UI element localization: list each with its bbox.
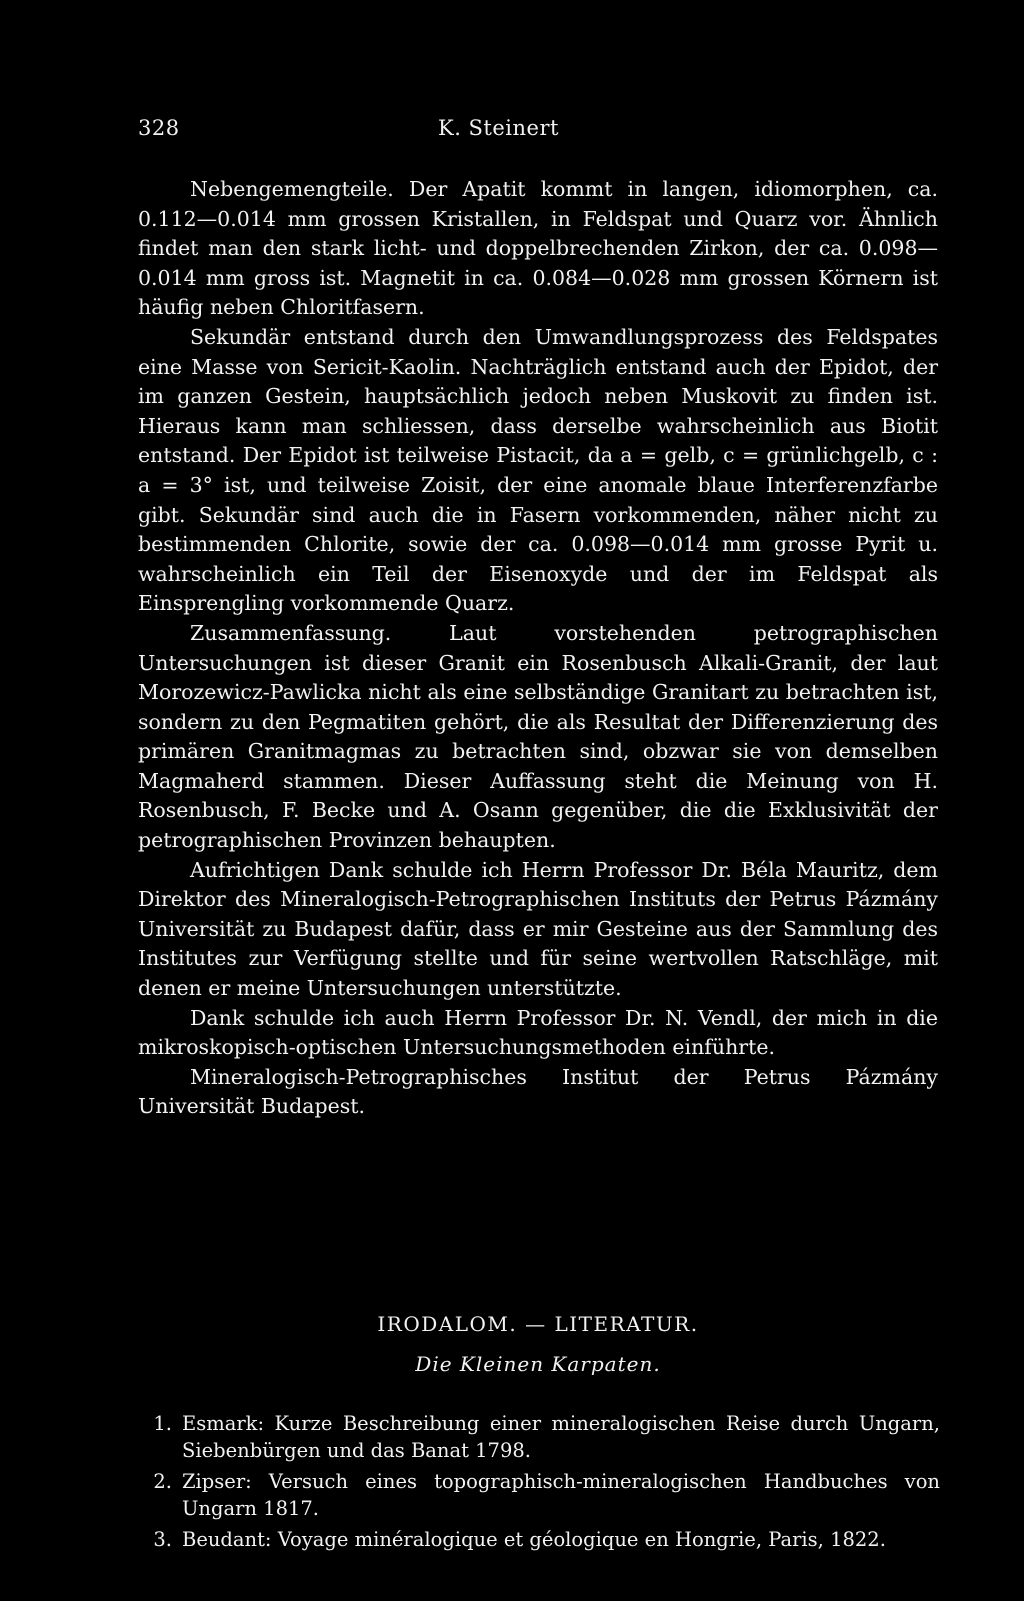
- body-text: [138, 175, 938, 1122]
- reference-item: [140, 1526, 940, 1553]
- paragraph-acknowledgement-mauritz: Aufrichtigen Dank schulde ich Herrn Professor Dr. Béla Mauritz, dem Direktor des Mineralogisch-Petrographischen Instituts der Petrus Pázmány Universität zu Budapest dafür, dass er mir Gesteine aus der Sammlung des Institutes zur Verfügung stellte und für seine wertvollen Ratschläge, mit denen er meine Untersuchungen unterstützte.: [138, 857, 938, 1001]
- reference-number: 1.: [153, 1412, 172, 1435]
- reference-text: Beudant: Voyage minéralogique et géologique en Hongrie, Paris, 1822.: [182, 1528, 886, 1551]
- page-number: 328: [138, 116, 180, 140]
- paragraph-zusammenfassung: Zusammenfassung. Laut vorstehenden petrographischen Untersuchungen ist dieser Granit ein Rosenbusch Alkali-Granit, der laut Morozewicz-Pawlicka nicht als eine selbständige Granitart zu betrachten ist, sondern zu den Pegmatiten gehört, die als Resultat der Differenzierung des primären Granitmagmas zu betrachten sind, obzwar sie von demselben Magmaherd stammen. Dieser Auffassung steht die Meinung von H. Rosenbusch, F. Becke und A. Osann gegenüber, die die Exklusivität der petrographischen Provinzen behaupten.: [138, 620, 938, 853]
- paragraph-acknowledgement-vendl: Dank schulde ich auch Herrn Professor Dr. N. Vendl, der mich in die mikroskopisch-optischen Untersuchungsmethoden einführte.: [138, 1005, 938, 1060]
- reference-item: [140, 1410, 940, 1464]
- reference-list: [140, 1410, 940, 1557]
- reference-text: Zipser: Versuch eines topographisch-mineralogischen Handbuches von Ungarn 1817.: [182, 1470, 940, 1520]
- literature-subheading: Die Kleinen Karpaten.: [415, 1352, 661, 1376]
- reference-text: Esmark: Kurze Beschreibung einer mineralogischen Reise durch Ungarn, Siebenbürgen und das Banat 1798.: [182, 1412, 940, 1462]
- reference-number: 3.: [153, 1528, 172, 1551]
- paragraph-nebengemengteile: Nebengemengteile. Der Apatit kommt in langen, idiomorphen, ca. 0.112—0.014 mm grossen Kristallen, in Feldspat und Quarz vor. Ähnlich findet man den stark licht- und doppelbrechenden Zirkon, der ca. 0.098—0.014 mm gross ist. Magnetit in ca. 0.084—0.028 mm grossen Körnern ist häufig neben Chloritfasern.: [138, 177, 938, 320]
- page-header: [138, 116, 934, 146]
- paragraph-sekundaer: Sekundär entstand durch den Umwandlungsprozess des Feldspates eine Masse von Sericit-Kaolin. Nachträglich entstand auch der Epidot, der im ganzen Gestein, hauptsächlich jedoch neben Muskovit zu finden ist. Hieraus kann man schliessen, dass derselbe wahrscheinlich aus Biotit entstand. Der Epidot ist teilweise Pistacit, da a = gelb, c = grünlichgelb, c : a = 3° ist, und teilweise Zoisit, der eine anomale blaue Interferenzfarbe gibt. Sekundär sind auch die in Fasern vorkommenden, näher nicht zu bestimmenden Chlorite, sowie der ca. 0.098—0.014 mm grosse Pyrit u. wahrscheinlich ein Teil der Eisenoxyde und der im Feldspat als Einsprengling vorkommende Quarz.: [138, 324, 938, 616]
- reference-number: 2.: [153, 1470, 172, 1493]
- reference-item: [140, 1468, 940, 1522]
- running-head: K. Steinert: [438, 116, 559, 140]
- institution-line: Mineralogisch-Petrographisches Institut der Petrus Pázmány Universität Budapest.: [138, 1064, 938, 1119]
- literature-heading: IRODALOM. — LITERATUR.: [377, 1312, 699, 1336]
